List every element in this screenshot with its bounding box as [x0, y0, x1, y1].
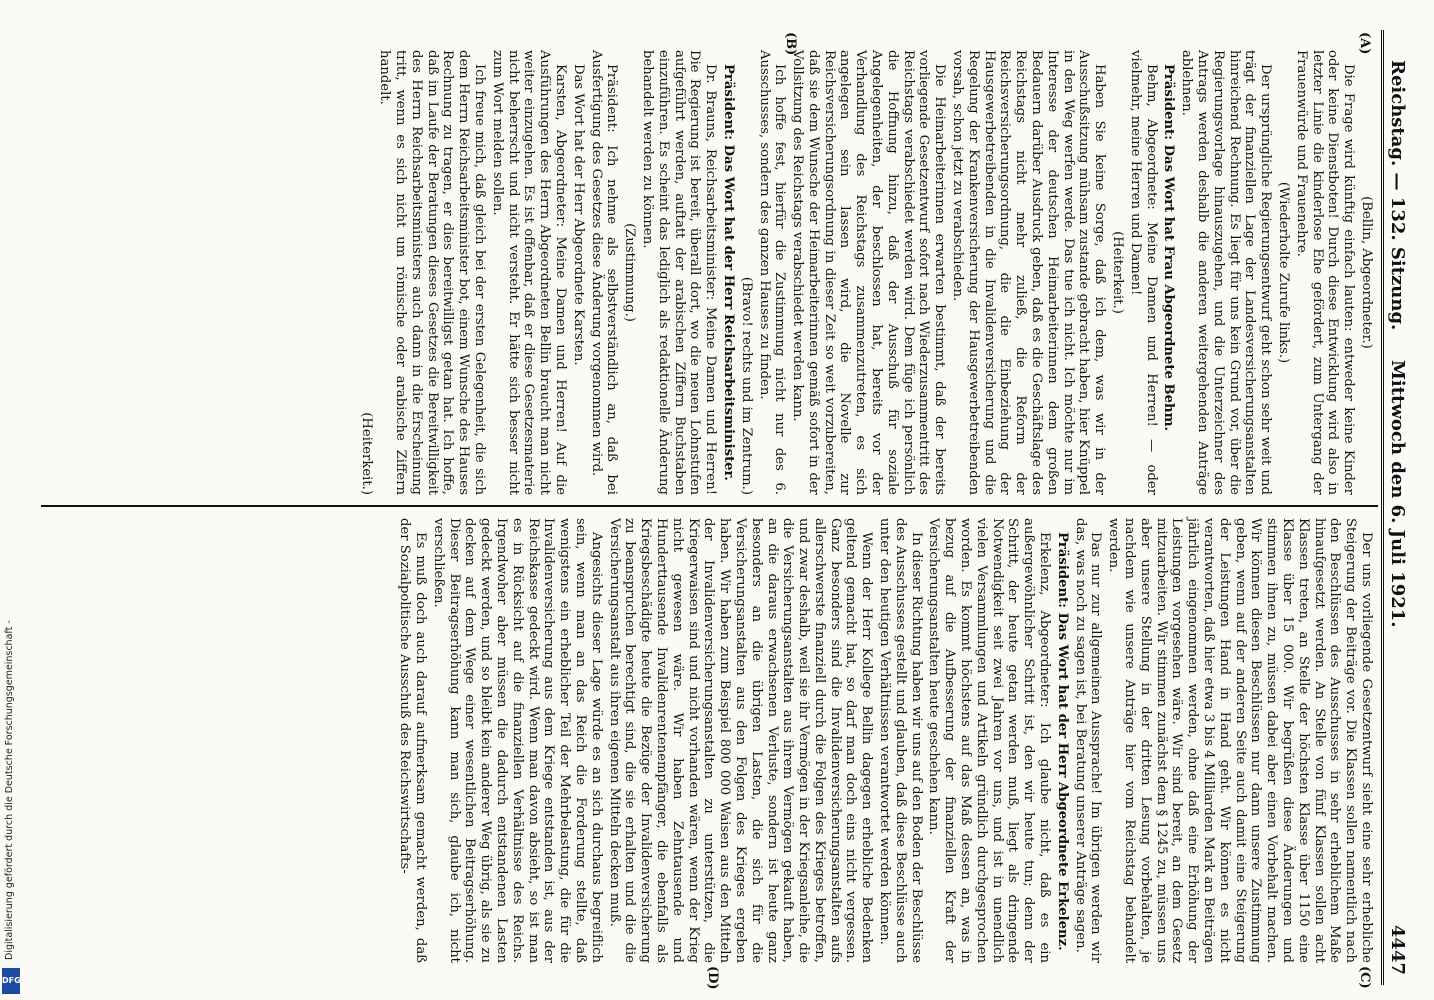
- paragraph: (Heiterkeit.): [359, 412, 375, 495]
- margin-marker-a: (A): [1357, 32, 1372, 55]
- paragraph: (Heiterkeit.): [1110, 231, 1126, 314]
- margin-marker-b: (B): [783, 32, 798, 56]
- page-header: [1381, 30, 1410, 985]
- right-column: [41, 518, 1374, 963]
- paragraph: Der uns vorliegende Gesetzentwurf sieht eine sehr erhebliche Steigerung der Beiträge vor. Die Klassen sollen namentlich nach den Beschlüssen des Ausschusses in sehr erheblichem Maße hinaufgesetzt werden. An Stelle von fünf Klassen sollen acht Klassen treten, an Stelle der höchsten Klasse über 1150 eine Klasse über 15 000. Wir begrüßen diese Änderungen und stimmen ihnen zu, müssen dabei aber einen Vorbehalt machen. Wir können diesen Beschlüssen nur dann unsere Zustimmung geben, wenn auf der anderen Seite auch damit eine Steigerung der Leistungen Hand in Hand geht. Wir können es nicht verantworten, daß hier etwa 3 bis 4 Milliarden Mark an Beiträgen jährlich eingenommen werden, ohne daß eine Erhöhung der Leistungen vorgesehen wäre. Wir sind bereit, an dem Gesetz mitzuarbeiten. Wir stimmen zunächst dem § 1245 zu, müssen uns aber unsere Stellung in der dritten Lesung vorbehalten, je nachdem wie unsere Anträge hier vom Reichstag behandelt werden.: [1106, 518, 1374, 963]
- paragraph: Präsident: Das Wort hat der Herr Reichsarbeitsminister.: [720, 64, 736, 481]
- paragraph: Behm, Abgeordnete: Meine Damen und Herren! — oder vielmehr, meine Herren und Damen!: [1127, 50, 1159, 495]
- header-date: Mittwoch den 6. Juli 1921.: [1387, 360, 1408, 628]
- paragraph: Erkelenz, Abgeordneter: Ich glaube nicht, daß es ein außergewöhnlicher Schritt ist, den wir heute tun; denn der Schritt, der heute getan werden muß, liegt als dringende Notwendigkeit seit zwei Jahren vor uns, und ist in unendlich vielen Versammlungen und Artikeln gründlich durchgesprochen worden. Es kommt höchstens auf das Maß dessen an, was in bezug auf die Aufbesserung der finanziellen Kraft der Versicherungsanstalten heute geschehen kann.: [926, 518, 1053, 963]
- paragraph: Karsten, Abgeordneter: Meine Damen und Herren! Auf die Ausführungen des Herrn Abgeordneten Bellin braucht man nicht weiter einzugehen. Es ist offenbar, daß er diese Gesetzesmaterie nicht beherrscht und nicht versteht. Er hätte sich besser nicht zum Wort melden sollen.: [489, 50, 568, 495]
- paragraph: Präsident: Das Wort hat Frau Abgeordnete Behm.: [1161, 64, 1177, 432]
- paragraph: In dieser Richtung haben wir uns auf den Boden der Beschlüsse des Ausschusses gestellt und glauben, daß diese Beschlüsse auch unter den heutigen Verhältnissen verantwortet werden können.: [877, 518, 924, 963]
- paragraph: Das nur zur allgemeinen Aussprache! Im übrigen werden wir das, was noch zu sagen ist, bei Beratung unserer Anträge sagen.: [1072, 518, 1104, 963]
- left-column: [41, 50, 1374, 495]
- paragraph: Ich freue mich, daß gleich bei der ersten Gelegenheit, die sich dem Herrn Reichsarbeitsminister bot, einem Wunsche des Hauses Rechnung zu tragen, er dies bereitwilligst getan hat. Ich hoffe, daß im Laufe der Beratungen dieses Gesetzes die Bereitwilligkeit des Herrn Reichsarbeitsministers auch dann in die Erscheinung tritt, wenn es sich nicht um römische oder arabische Ziffern handelt.: [377, 50, 487, 495]
- paragraph: Es muß doch auch darauf aufmerksam gemacht werden, daß der Sozialpolitische Ausschuß des Reichswirtschafts-: [397, 518, 428, 963]
- paragraph: Die Heimarbeiterinnen erwarten bestimmt, daß der bereits vorliegende Gesetzentwurf sofort nach Wiederzusammentritt des Reichstags verabschiedet werden wird. Dem füge ich persönlich die Hoffnung hinzu, daß der Ausschuß für soziale Angelegenheiten, der beschlossen hat, bereits vor der Verhandlung des Reichstags zusammenzutreten, es sich angelegen sein lassen wird, die Novelle zur Reichsversicherungsordnung in dieser Zeit so weit vorzubereiten, daß sie dem Wunsche der Heimarbeiterinnen gemäß sofort in der Vollsitzung des Reichstags verabschiedet werden kann.: [790, 50, 948, 495]
- margin-marker-d: (D): [705, 966, 720, 990]
- paragraph: Präsident: Ich nehme als selbstverständlich an, daß bei Ausfertigung des Gesetzes diese Änderung vorgenommen wird.: [588, 50, 620, 495]
- paragraph: Wenn der Herr Kollege Bellin dagegen erhebliche Bedenken geltend gemacht hat, so darf man doch eins nicht vergessen. Ganz besonders sind die Invalidenversicherungsanstalten aufs allerschwerste finanziell durch die Folgen des Krieges betroffen, und zwar deshalb, weil sie ihr Vermögen in der Kriegsanleihe, die die Versicherungsanstalten aus ihrem Vermögen gekauft haben, an die daraus erwachsenen Verluste, sondern ist heute ganz besonders an die übrigen Lasten, die sich für die Versicherungsanstalten aus den Folgen des Krieges ergeben haben. Wir haben zum Beispiel 800 000 Waisen aus den Mitteln der Invalidenversicherungsanstalten zu unterstützen, die Kriegerwaisen sind und nicht vorhanden wären, wenn der Krieg nicht gewesen wäre. Wir haben Zehntausende und Hunderttausende Invalidenrentenempfänger, die ebenfalls als Kriegsbeschädigte heute die Bezüge der Invalidenversicherung zu beanspruchen berechtigt sind, die sie erhalten und die die Versicherungsanstalt aus ihren eigenen Mitteln decken muß.: [606, 518, 875, 963]
- paragraph: (Wiederholte Zurufe links.): [1276, 181, 1292, 364]
- margin-marker-c: (C): [1357, 966, 1372, 989]
- header-session: Reichstag. — 132. Sitzung.: [1387, 60, 1408, 331]
- paragraph: Der ursprüngliche Regierungsentwurf geht schon sehr weit und trägt der finanziellen Lage der Landesversicherungsanstalten hinreichend Rechnung. Es liegt für uns kein Grund vor, über die Regierungsvorlage hinauszugehen, und die Unterzeichner des Antrags werden deshalb die anderen weitergehenden Anträge ablehnen.: [1179, 50, 1274, 495]
- paragraph: Präsident: Das Wort hat der Herr Abgeordnete Erkelenz.: [1054, 532, 1070, 951]
- paragraph: Angesichts dieser Lage würde es an sich durchaus begreiflich sein, wenn man an das Reich die Forderung stellte, daß wenigstens ein erheblicher Teil der Mehrbelastung, die für die Invalidenversicherung aus dem Kriege entstanden ist, aus der Reichskasse gedeckt wird. Wenn man davon absieht, so ist man es in Rücksicht auf die finanziellen Verhältnisse des Reichs. Irgendwoher aber müssen die dadurch entstandenen Lasten gedeckt werden, und so bleibt kein anderer Weg übrig, als sie zu decken auf dem Wege einer wesentlichen Beitragserhöhung. Dieser Beitragserhöhung kann man sich, glaube ich, nicht verschließen.: [430, 518, 604, 963]
- paragraph: (Bravo! rechts und im Zentrum.): [738, 276, 754, 495]
- paragraph: Das Wort hat der Herr Abgeordnete Karsten.: [570, 64, 586, 366]
- paragraph: Dr. Brauns, Reichsarbeitsminister: Meine Damen und Herren! Die Regierung ist bereit, überall dort, wo die neuen Lohnstufen aufgeführt werden, auftatt der arabischen Ziffern Buchstaben einzuführen. Es scheint das lediglich als redaktionelle Änderung behandelt werden zu können.: [639, 50, 719, 495]
- paragraph: (Zustimmung.): [622, 223, 638, 322]
- column-divider: [41, 505, 1378, 507]
- page-number: 4447: [1387, 924, 1408, 975]
- paragraph: Haben Sie keine Sorge, daß ich dem, was wir in der Ausschußsitzung mühsam zustande gebracht haben, hier Knüppel in den Weg werfen werde. Das tue ich nicht. Ich möchte nur im Interesse der deutschen Heimarbeiterinnen dem großen Bedauern darüber Ausdruck geben, daß es die Geschäftslage des Reichstags nicht mehr zuließ, die Reform der Reichsversicherungsordnung, die die Einbeziehung der Hausgewerbetreibenden in die Invalidenversicherung und die Regelung der Krankenversicherung der Hausgewerbetreibenden vorsah, schon jetzt zu verabschieden.: [950, 50, 1108, 495]
- rotated-document-page: [35, 30, 1410, 990]
- paragraph: Ich hoffe fest, hierfür die Zustimmung nicht nur des 6. Ausschusses, sondern des ganzen Hauses zu finden.: [756, 50, 788, 495]
- paragraph: Die Frage wird künftig einfach lauten: entweder keine Kinder oder keine Dienstboten! Durch diese Entwicklung wird also in letzter Linie die kinderlose Ehe gefördert, zum Untergang der Frauenwürde und Frauenehre.: [1293, 50, 1357, 495]
- paragraph: (Bellin, Abgeordneter.): [1359, 196, 1374, 349]
- digitization-credit: Digitalisierung gefördert durch die Deutsche Forschungsgemeinschaft -: [4, 620, 15, 960]
- dfg-logo: DFG: [2, 968, 20, 994]
